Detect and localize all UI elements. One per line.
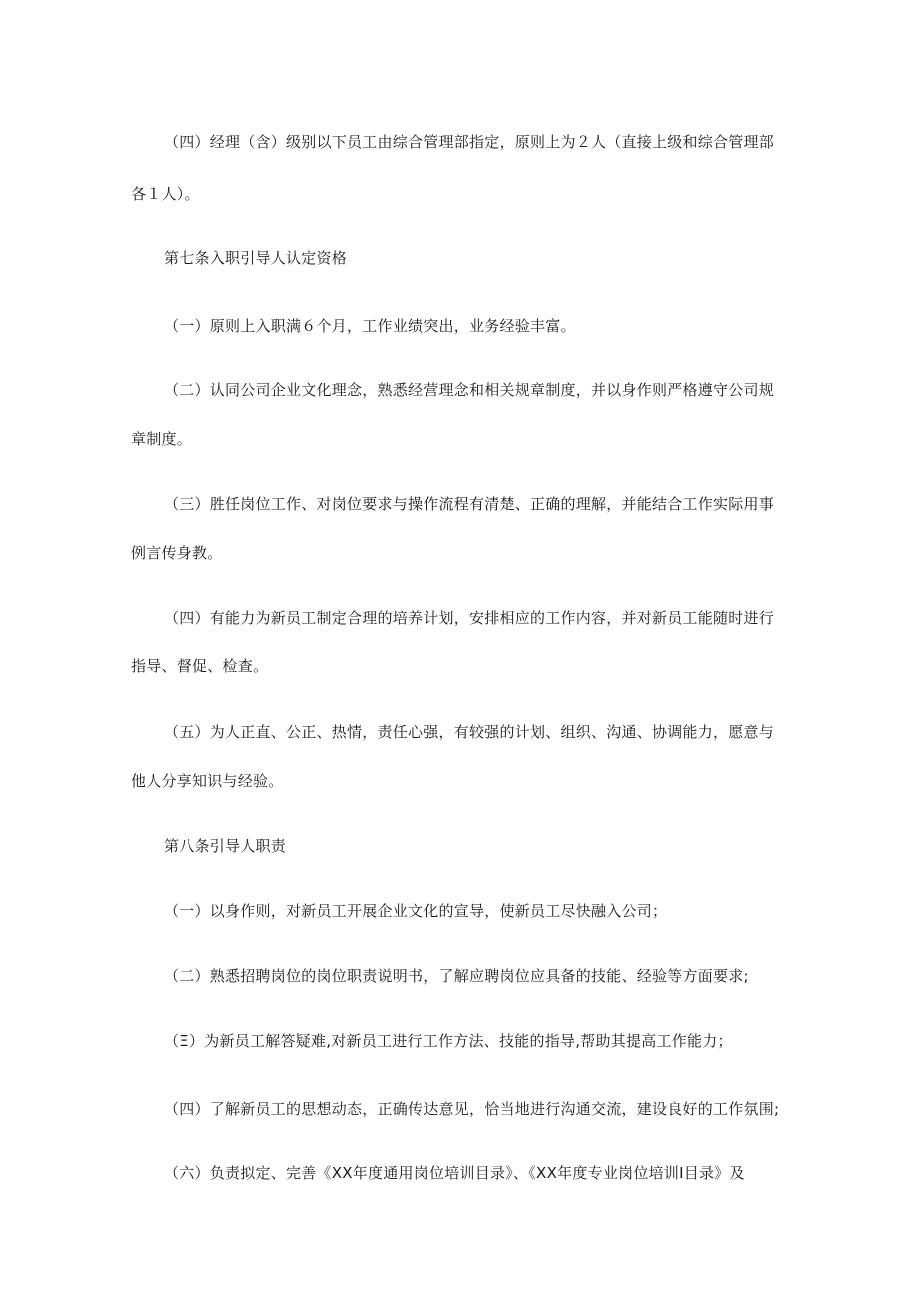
section-heading-article-8: 第八条引导人职责 <box>164 837 287 855</box>
paragraph-line: （四）有能力为新员工制定合理的培养计划，安排相应的工作内容，并对新员工能随时进行 <box>164 609 775 627</box>
paragraph-line: 他人分享知识与经验。 <box>131 772 284 790</box>
paragraph-line: （四）了解新员工的思想动态，正确传达意见，恰当地进行沟通交流，建设良好的工作氛围; <box>164 1100 780 1118</box>
paragraph-line: 例言传身教。 <box>131 544 223 562</box>
section-heading-article-7: 第七条入职引导人认定资格 <box>164 249 348 267</box>
paragraph-line: （Ξ）为新员工解答疑难,对新员工进行工作方法、技能的指导,帮助其提高工作能力； <box>164 1032 733 1050</box>
paragraph-line: （二）认同公司企业文化理念，熟悉经营理念和相关规章制度，并以身作则严格遵守公司规 <box>164 381 775 399</box>
paragraph-line: 各１人）。 <box>131 185 200 203</box>
paragraph-line: （四）经理（含）级别以下员工由综合管理部指定，原则上为２人（直接上级和综合管理部 <box>164 133 775 151</box>
paragraph-line: 章制度。 <box>131 430 193 448</box>
paragraph-line: （一）原则上入职满６个月，工作业绩突出，业务经验丰富。 <box>164 317 576 335</box>
paragraph-line: 指导、督促、检查。 <box>131 657 269 675</box>
paragraph-line: （三）胜任岗位工作、对岗位要求与操作流程有清楚、正确的理解，并能结合工作实际用事 <box>164 495 775 513</box>
paragraph-line: （五）为人正直、公正、热情，责任心强，有较强的计划、组织、沟通、协调能力，愿意与 <box>164 723 775 741</box>
paragraph-line: （六）负责拟定、完善《XX年度通用岗位培训目录》、《XX年度专业岗位培训Ⅰ目录》及 <box>164 1164 745 1182</box>
paragraph-line: （二）熟悉招聘岗位的岗位职责说明书，了解应聘岗位应具备的技能、经验等方面要求; <box>164 967 749 985</box>
paragraph-line: （一）以身作则，对新员工开展企业文化的宣导，使新员工尽快融入公司； <box>164 902 668 920</box>
